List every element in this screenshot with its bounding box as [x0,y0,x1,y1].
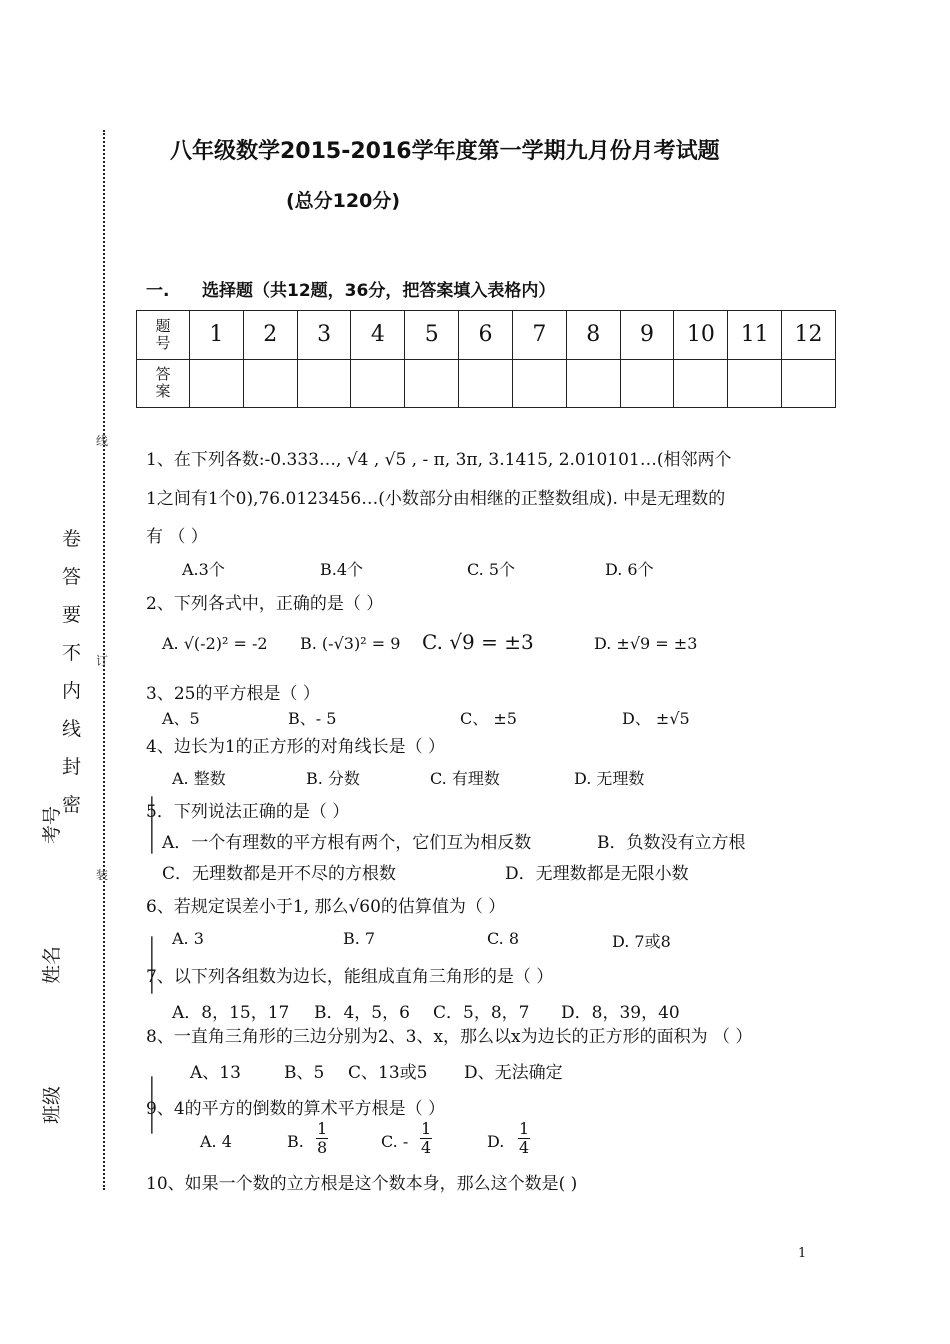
option-b: B．负数没有立方根 [597,833,746,853]
option-a: A．8，15，17 [172,1003,290,1023]
exam-number-field: 考号 ______ [41,796,153,854]
answer-cell[interactable] [351,359,405,408]
option-a: A. 3 [172,929,204,948]
warning-char: 线 [62,718,82,740]
option-d: D. [487,1132,505,1151]
option-b: B、- 5 [288,709,337,728]
option-a: A．一个有理数的平方根有两个，它们互为相反数 [162,833,532,853]
option-a: A、13 [190,1063,241,1083]
question-number-cell: 2 [243,311,297,360]
warning-char: 密 [62,794,82,816]
exam-number-label: 考号 [41,806,63,845]
answer-cell[interactable] [459,359,513,408]
option-d: D. ±√9 = ±3 [594,634,698,653]
class-field: 班级 ______ [41,1076,153,1134]
option-c: C. - [381,1132,409,1151]
option-a: A. √(-2)² = -2 [162,634,268,653]
option-c: C、 ±5 [460,709,517,728]
option-c: C. 5个 [467,560,516,579]
binding-mark-line: 线 [96,434,109,448]
option-d: D．8，39，40 [561,1003,680,1023]
option-a: A.3个 [182,560,225,579]
answer-table [136,310,836,408]
question-number-cell: 10 [674,311,728,360]
option-d: D、 ±√5 [622,709,690,728]
option-b: B. 7 [343,929,376,948]
answer-cell[interactable] [190,359,244,408]
fraction-one-quarter: $\frac{1}{4}$ [421,1119,432,1157]
option-b: B. (-√3)² = 9 [300,634,401,653]
option-d: D、无法确定 [464,1063,563,1083]
option-b: B、5 [284,1063,325,1083]
question-number-cell: 7 [512,311,566,360]
answer-cell[interactable] [405,359,459,408]
warning-char: 不 [62,642,82,664]
option-c: C．无理数都是开不尽的方根数 [162,864,397,884]
option-d: D. 7或8 [612,932,671,951]
answer-table-number-row [137,311,836,360]
question-text: 有 （ ） [146,527,208,547]
option-b: B. 分数 [306,769,360,788]
question-text: 4、边长为1的正方形的对角线长是（ ） [146,737,446,757]
name-label: 姓名 [41,946,63,985]
question-text: 9、4的平方的倒数的算术平方根是（ ） [146,1099,446,1119]
number-header-cell: 题 号 [137,311,190,360]
option-a: A. 整数 [172,769,226,788]
option-b: B.4个 [320,560,364,579]
answer-cell[interactable] [243,359,297,408]
answer-cell[interactable] [782,359,836,408]
option-c: C、13或5 [348,1063,428,1083]
question-text: 8、一直角三角形的三边分别为2、3、x，那么以x为边长的正方形的面积为 （ ） [146,1027,753,1047]
answer-cell[interactable] [728,359,782,408]
answer-cell[interactable] [297,359,351,408]
question-text: 2、下列各式中，正确的是（ ） [146,594,384,614]
answer-cell[interactable] [566,359,620,408]
class-label: 班级 [41,1086,63,1125]
option-c: C. 有理数 [430,769,500,788]
section-number: 一. [146,281,170,301]
option-c: C．5，8，7 [433,1003,530,1023]
question-number-cell: 1 [190,311,244,360]
question-number-cell: 11 [728,311,782,360]
question-number-cell: 8 [566,311,620,360]
question-number-cell: 3 [297,311,351,360]
binding-mark-staple: 订 [96,654,109,668]
option-c: C. √9 = ±3 [422,630,534,654]
question-text: 6、若规定误差小于1, 那么√60的估算值为（ ） [146,897,506,917]
question-number-cell: 4 [351,311,405,360]
warning-char: 卷 [62,528,82,550]
option-d: D. 6个 [605,560,654,579]
section-instruction: 选择题（共12题，36分，把答案填入表格内） [202,281,556,301]
fraction-one-quarter: $\frac{1}{4}$ [519,1119,530,1157]
answer-cell[interactable] [512,359,566,408]
warning-char: 内 [62,680,82,702]
name-field: 姓名 ______ [41,936,153,994]
answer-table-answer-row [137,359,836,408]
question-text: 5．下列说法正确的是（ ） [146,802,350,822]
option-d: D. 无理数 [574,769,645,788]
question-number-cell: 6 [459,311,513,360]
option-b: B．4，5，6 [314,1003,410,1023]
question-number-cell: 12 [782,311,836,360]
answer-cell[interactable] [674,359,728,408]
question-text: 3、25的平方根是（ ） [146,684,320,704]
page-number: 1 [798,1246,807,1261]
option-a: A. 4 [200,1132,232,1151]
option-a: A、5 [162,709,200,728]
exam-subtitle: (总分120分) [286,190,401,212]
question-text: 1之间有1个0),76.0123456…(小数部分由相继的正整数组成). 中是无理数的 [146,489,726,509]
option-c: C. 8 [487,929,520,948]
binding-mark-bind: 装 [96,868,109,882]
question-number-cell: 9 [620,311,674,360]
question-text: 1、在下列各数:-0.333…, √4 , √5 , - π, 3π, 3.1415, 2.010101…(相邻两个 [146,450,732,470]
warning-char: 要 [62,604,82,626]
option-d: D．无理数都是无限小数 [505,864,689,884]
warning-char: 答 [62,566,82,588]
question-number-cell: 5 [405,311,459,360]
answer-header-cell: 答 案 [137,359,190,408]
warning-char: 封 [62,756,82,778]
question-text: 7、以下列各组数为边长，能组成直角三角形的是（ ） [146,967,554,987]
exam-title: 八年级数学2015-2016学年度第一学期九月份月考试题 [170,139,720,164]
fraction-one-eighth: $\frac{1}{8}$ [317,1119,328,1157]
question-text: 10、如果一个数的立方根是这个数本身，那么这个数是( ) [146,1174,578,1194]
option-b: B. [287,1132,304,1151]
answer-cell[interactable] [620,359,674,408]
